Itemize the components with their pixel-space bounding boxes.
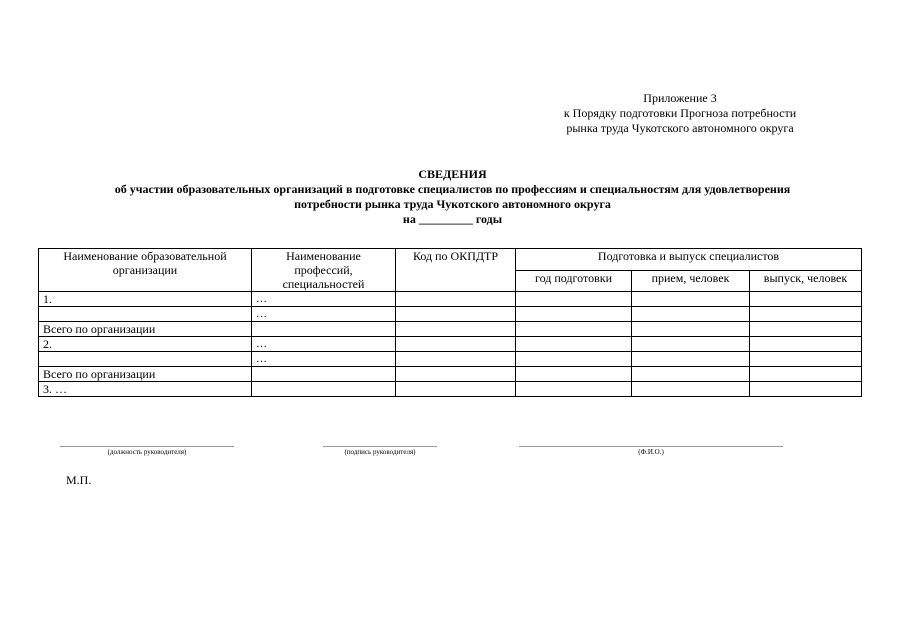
- table-row: [39, 307, 862, 322]
- header-code: Код по ОКПДТР: [396, 249, 516, 292]
- cell-profession: …: [252, 292, 396, 307]
- table-row: [39, 292, 862, 307]
- header-graduation: выпуск, человек: [750, 270, 862, 292]
- appendix-line-2: к Порядку подготовки Прогноза потребности: [563, 106, 797, 120]
- table-row: [39, 322, 862, 337]
- header-intake: прием, человек: [632, 270, 750, 292]
- cell-intake: [632, 292, 750, 307]
- cell-graduation: [750, 322, 862, 337]
- cell-profession: …: [252, 352, 396, 367]
- cell-code: [396, 367, 516, 382]
- header-year: год подготовки: [516, 270, 632, 292]
- cell-org: 2.: [39, 337, 252, 352]
- cell-year: [516, 367, 632, 382]
- title-line-2: потребности рынка труда Чукотского автономного округа: [294, 197, 611, 211]
- cell-org: Всего по организации: [39, 367, 252, 382]
- appendix-line-1: Приложение 3: [643, 91, 717, 105]
- cell-graduation: [750, 382, 862, 397]
- title-line-1: об участии образовательных организаций в подготовке специалистов по профессиям и специальностям для удовлетворения: [114, 182, 791, 196]
- position-signature-line: [60, 446, 234, 447]
- document-title: [40, 167, 865, 227]
- cell-org: 3. …: [39, 382, 252, 397]
- table-row: [39, 382, 862, 397]
- cell-code: [396, 307, 516, 322]
- stamp-place: М.П.: [66, 473, 92, 487]
- cell-intake: [632, 307, 750, 322]
- header-training-group: Подготовка и выпуск специалистов: [516, 249, 862, 271]
- cell-graduation: [750, 337, 862, 352]
- cell-year: [516, 337, 632, 352]
- cell-year: [516, 382, 632, 397]
- cell-intake: [632, 337, 750, 352]
- signature-line: [323, 446, 437, 447]
- signature-caption: (подпись руководителя): [344, 448, 416, 456]
- cell-year: [516, 292, 632, 307]
- appendix-line-3: рынка труда Чукотского автономного округа: [566, 121, 794, 135]
- cell-year: [516, 352, 632, 367]
- cell-org: [39, 307, 252, 322]
- cell-profession: [252, 367, 396, 382]
- table-row: [39, 352, 862, 367]
- table-row: [39, 367, 862, 382]
- cell-intake: [632, 352, 750, 367]
- cell-code: [396, 322, 516, 337]
- cell-code: [396, 292, 516, 307]
- cell-graduation: [750, 352, 862, 367]
- position-caption: (должность руководителя): [107, 448, 187, 456]
- cell-code: [396, 382, 516, 397]
- cell-org: Всего по организации: [39, 322, 252, 337]
- cell-code: [396, 352, 516, 367]
- cell-org: 1.: [39, 292, 252, 307]
- cell-graduation: [750, 307, 862, 322]
- header-org-name: Наименование образовательной организации: [39, 249, 252, 292]
- cell-code: [396, 337, 516, 352]
- cell-org: [39, 352, 252, 367]
- specialists-table: [38, 248, 862, 397]
- name-signature-line: [519, 446, 783, 447]
- title-line-3: на _________ годы: [402, 212, 503, 226]
- cell-profession: …: [252, 307, 396, 322]
- cell-intake: [632, 322, 750, 337]
- cell-profession: [252, 382, 396, 397]
- cell-profession: …: [252, 337, 396, 352]
- cell-year: [516, 307, 632, 322]
- header-profession: Наименование профессий, специальностей: [252, 249, 396, 292]
- cell-profession: [252, 322, 396, 337]
- cell-intake: [632, 367, 750, 382]
- appendix-note: [520, 91, 840, 136]
- title-heading: СВЕДЕНИЯ: [418, 167, 487, 181]
- table-row: [39, 337, 862, 352]
- cell-graduation: [750, 292, 862, 307]
- name-caption: (Ф.И.О.): [638, 448, 664, 456]
- cell-intake: [632, 382, 750, 397]
- cell-graduation: [750, 367, 862, 382]
- cell-year: [516, 322, 632, 337]
